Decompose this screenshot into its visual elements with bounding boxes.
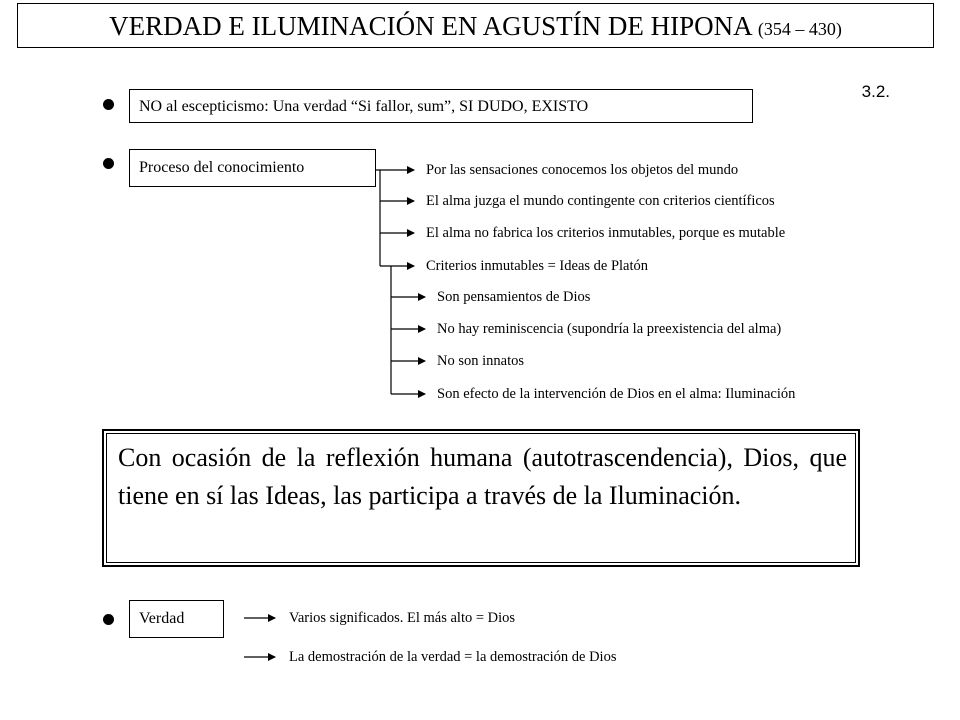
conocimiento-subitem-1: Son pensamientos de Dios [437, 289, 591, 305]
conocimiento-item-4: Criterios inmutables = Ideas de Platón [426, 258, 649, 274]
highlight-text: Con ocasión de la reflexión humana (autotrascendencia), Dios, que tiene en sí las Ideas, las participa a través de la Iluminación. [106, 433, 856, 563]
bullet-escepticismo [103, 99, 114, 110]
conocimiento-label: Proceso del conocimiento [139, 159, 305, 176]
conocimiento-subitem-4: Son efecto de la intervención de Dios en el alma: Iluminación [437, 386, 796, 402]
escepticismo-box [129, 89, 753, 123]
bullet-conocimiento [103, 158, 114, 169]
title-text: VERDAD E ILUMINACIÓN EN AGUSTÍN DE HIPONA [109, 11, 752, 41]
conocimiento-subitem-2: No hay reminiscencia (supondría la preexistencia del alma) [437, 321, 782, 337]
verdad-item-1: Varios significados. El más alto = Dios [289, 610, 516, 626]
verdad-label: Verdad [139, 610, 185, 627]
conocimiento-item-1: Por las sensaciones conocemos los objetos del mundo [426, 162, 739, 178]
conocimiento-subitem-3: No son innatos [437, 353, 524, 369]
slide-number: 3.2. [861, 82, 890, 101]
conocimiento-box [129, 149, 376, 187]
escepticismo-label: NO al escepticismo: Una verdad “Si fallor, sum”, SI DUDO, EXISTO [139, 98, 589, 115]
conocimiento-item-3: El alma no fabrica los criterios inmutables, porque es mutable [426, 225, 786, 241]
bullet-verdad [103, 614, 114, 625]
highlight-box [102, 429, 860, 567]
title-years: (354 – 430) [757, 19, 842, 39]
verdad-box [129, 600, 224, 638]
bracket-line-main [376, 170, 380, 266]
verdad-item-2: La demostración de la verdad = la demostración de Dios [289, 649, 617, 665]
conocimiento-item-2: El alma juzga el mundo contingente con criterios científicos [426, 193, 775, 209]
page-title [17, 3, 934, 48]
